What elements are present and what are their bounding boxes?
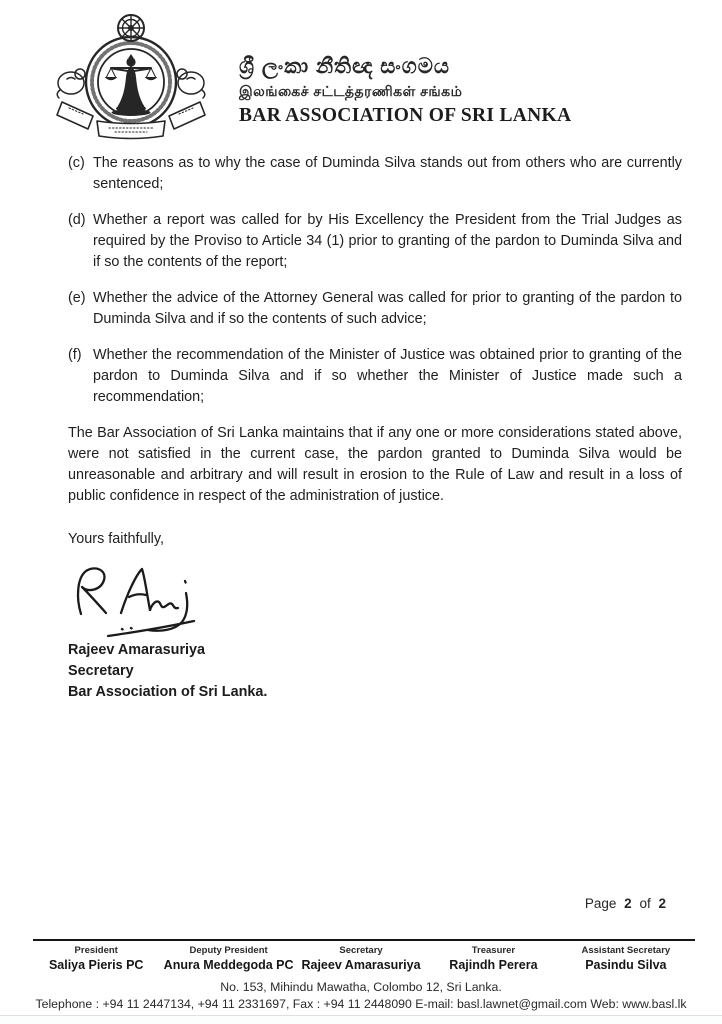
signatory-name: Rajeev Amarasuriya: [68, 642, 206, 658]
list-item-marker: (e): [68, 290, 86, 306]
list-item: [68, 345, 682, 408]
page-number: [583, 896, 668, 911]
official-name: Pasindu Silva: [585, 958, 667, 972]
list-item: [68, 210, 682, 273]
signatory-organization: Bar Association of Sri Lanka.: [68, 684, 268, 700]
letter-footer: [0, 939, 722, 1011]
list-item-marker: (c): [68, 155, 85, 171]
footer-address: No. 153, Mihindu Mawatha, Colombo 12, Sri Lanka.: [220, 980, 502, 994]
page-number-current: 2: [624, 896, 632, 911]
list-item-text: Whether a report was called for by His Excellency the President from the Trial Judges as required by the Proviso to Article 34 (1) prior to granting of the pardon to Duminda Silva and if so the contents of the report;: [93, 212, 682, 270]
list-item-text: Whether the advice of the Attorney General was called for prior to granting of the pardon to Duminda Silva and if so the contents of such advice;: [93, 290, 682, 327]
letter-body: [68, 153, 682, 703]
official-treasurer: [427, 945, 559, 972]
official-assistant-secretary: [560, 945, 692, 972]
basl-emblem-logo: [45, 8, 217, 144]
org-name-english: BAR ASSOCIATION OF SRI LANKA: [239, 105, 572, 126]
official-deputy-president: [162, 945, 294, 972]
official-title: Treasurer: [471, 945, 516, 956]
official-president: [30, 945, 162, 972]
letterhead: [45, 8, 571, 144]
closing-paragraph: The Bar Association of Sri Lanka maintains that if any one or more considerations stated above, were not satisfied in the current case, the pardon granted to Duminda Silva would be unreasonable and arbitrary and will result in erosion to the Rule of Law and result in a loss of public confidence in respect of the administration of justice.: [68, 425, 682, 504]
list-item-text: The reasons as to why the case of Duminda Silva stands out from others who are currently sentenced;: [93, 155, 682, 192]
official-name: Anura Meddegoda PC: [163, 958, 294, 972]
right-lion-figure: [177, 69, 205, 98]
handwritten-signature-icon: [64, 552, 249, 640]
official-name: Rajeev Amarasuriya: [301, 958, 421, 972]
signatory-title: Secretary: [68, 663, 134, 679]
list-item: [68, 288, 682, 330]
valediction: Yours faithfully,: [68, 531, 164, 547]
org-name-tamil: இலங்கைச் சட்டத்தரணிகள் சங்கம்: [239, 83, 463, 99]
list-item-text: Whether the recommendation of the Minister of Justice was obtained prior to granting of the pardon to Duminda Silva and if so whether the Minister of Justice made such a recommendation;: [93, 347, 682, 405]
org-name-sinhala: ශ්‍රී ලංකා නීතිඥ සංගමය: [239, 55, 450, 78]
signatory-block: [68, 640, 682, 703]
signature: [68, 552, 682, 640]
page-number-of: of: [639, 896, 651, 911]
official-title: Secretary: [339, 945, 383, 956]
footer-divider: [33, 939, 695, 941]
official-name: Saliya Pieris PC: [48, 958, 144, 972]
footer-contact: Telephone : +94 11 2447134, +94 11 2331697, Fax : +94 11 2448090 E-mail: basl.lawnet@gmail.com Web: www.basl.lk: [35, 997, 687, 1011]
left-lion-figure: [57, 69, 85, 98]
page-number-label: Page: [584, 896, 617, 911]
list-item: [68, 153, 682, 195]
official-title: Deputy President: [189, 945, 268, 956]
official-secretary: [295, 945, 427, 972]
list-item-marker: (d): [68, 212, 86, 228]
page-number-total: 2: [658, 896, 666, 911]
officials-row: [30, 945, 692, 972]
org-names: [239, 8, 571, 144]
lady-justice-figure: [105, 54, 158, 116]
scan-edge-line: [0, 1015, 722, 1024]
list-item-marker: (f): [68, 347, 82, 363]
official-name: Rajindh Perera: [449, 958, 538, 972]
official-title: Assistant Secretary: [581, 945, 671, 956]
official-title: President: [74, 945, 118, 956]
